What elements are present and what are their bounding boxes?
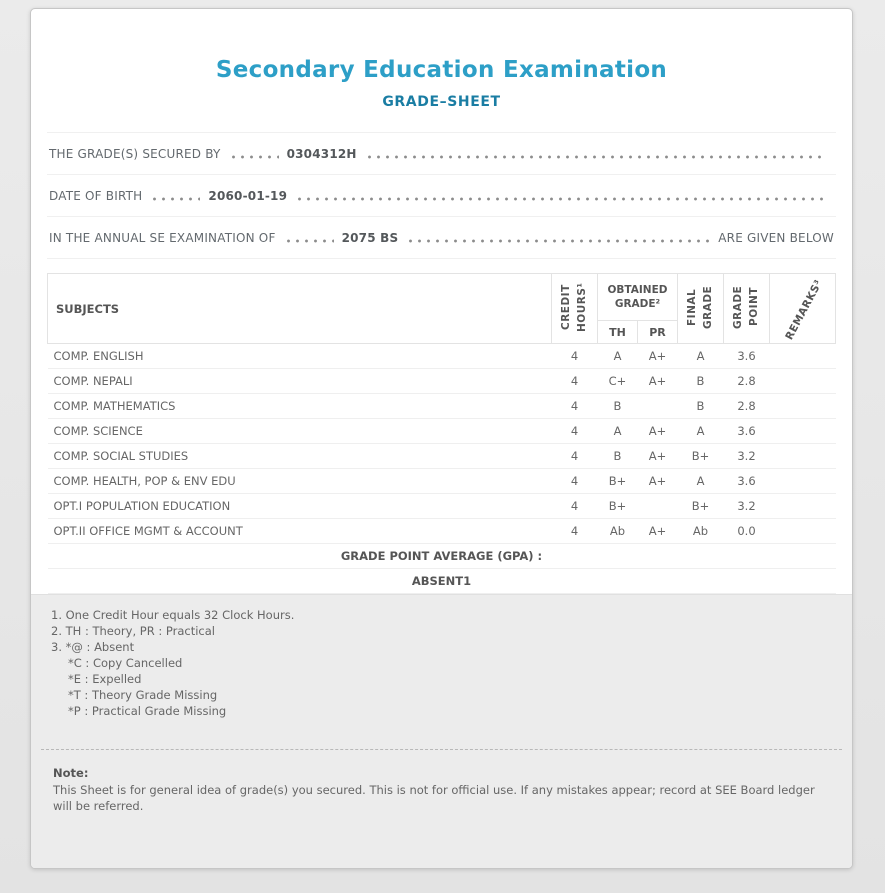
final-grade-header: FINAL GRADE: [678, 274, 724, 344]
th-grade-cell: B: [598, 394, 638, 419]
grade-point-cell: 2.8: [724, 369, 770, 394]
remarks-cell: [770, 519, 836, 544]
remarks-cell: [770, 419, 836, 444]
subject-cell: OPT.II OFFICE MGMT & ACCOUNT: [48, 519, 552, 544]
dotted-leader: [406, 231, 710, 244]
table-row: [48, 519, 836, 544]
final-grade-cell: B: [678, 369, 724, 394]
info-row-date-of-birth: [47, 175, 836, 217]
grade-point-cell: 3.6: [724, 419, 770, 444]
th-grade-cell: B: [598, 444, 638, 469]
subject-cell: COMP. ENGLISH: [48, 344, 552, 369]
subject-cell: OPT.I POPULATION EDUCATION: [48, 494, 552, 519]
pr-grade-cell: A+: [638, 444, 678, 469]
footnote-item: 2. TH : Theory, PR : Practical: [51, 624, 215, 638]
gpa-value-row: [48, 569, 836, 594]
table-row: [48, 494, 836, 519]
credit-cell: 4: [552, 419, 598, 444]
pr-grade-cell: [638, 394, 678, 419]
th-grade-cell: B+: [598, 494, 638, 519]
grade-point-cell: 3.2: [724, 494, 770, 519]
subjects-header: SUBJECTS: [48, 274, 552, 344]
table-row: [48, 444, 836, 469]
grades-table-body: [48, 344, 836, 594]
dashed-divider: [41, 749, 842, 750]
info-label: THE GRADE(S) SECURED BY: [49, 146, 221, 161]
info-row-symbol-number: [47, 133, 836, 175]
credit-cell: 4: [552, 369, 598, 394]
dotted-leader: [150, 189, 200, 202]
note-label: Note:: [53, 766, 89, 780]
gpa-value: ABSENT1: [48, 569, 836, 594]
footnote-sub-item: *C : Copy Cancelled: [68, 656, 183, 670]
pr-grade-cell: A+: [638, 344, 678, 369]
pr-grade-cell: A+: [638, 469, 678, 494]
footnote-item: 1. One Credit Hour equals 32 Clock Hours.: [51, 608, 295, 622]
grade-point-cell: 3.6: [724, 344, 770, 369]
info-label: IN THE ANNUAL SE EXAMINATION OF: [49, 230, 276, 245]
grade-sheet-card: [30, 8, 853, 869]
note-section: [51, 765, 832, 814]
gpa-label: GRADE POINT AVERAGE (GPA) :: [48, 544, 836, 569]
credit-cell: 4: [552, 444, 598, 469]
grades-table-header: [48, 274, 836, 344]
info-label: DATE OF BIRTH: [49, 188, 143, 203]
dotted-leader: [365, 147, 826, 160]
dotted-leader: [295, 189, 826, 202]
final-grade-cell: A: [678, 419, 724, 444]
subject-cell: COMP. SOCIAL STUDIES: [48, 444, 552, 469]
subject-cell: COMP. HEALTH, POP & ENV EDU: [48, 469, 552, 494]
footnote-sub-item: *T : Theory Grade Missing: [68, 688, 218, 702]
table-row: [48, 469, 836, 494]
symbol-number-value: 0304312H: [286, 146, 357, 161]
th-grade-cell: A: [598, 344, 638, 369]
remarks-cell: [770, 344, 836, 369]
subject-cell: COMP. MATHEMATICS: [48, 394, 552, 419]
credit-cell: 4: [552, 519, 598, 544]
footnotes: [51, 607, 832, 719]
credit-cell: 4: [552, 344, 598, 369]
remarks-cell: [770, 444, 836, 469]
pr-grade-cell: A+: [638, 519, 678, 544]
table-row: [48, 419, 836, 444]
footnote-sub-item: *P : Practical Grade Missing: [68, 704, 227, 718]
candidate-info: [47, 132, 836, 259]
th-grade-cell: Ab: [598, 519, 638, 544]
final-grade-cell: B+: [678, 494, 724, 519]
final-grade-cell: A: [678, 344, 724, 369]
card-footer: [31, 594, 852, 868]
subject-cell: COMP. NEPALI: [48, 369, 552, 394]
card-main: [31, 9, 852, 594]
info-row-exam-year: [47, 217, 836, 259]
practical-header: PR: [638, 321, 678, 344]
credit-cell: 4: [552, 394, 598, 419]
footnote-sub-item: *E : Expelled: [68, 672, 142, 686]
pr-grade-cell: [638, 494, 678, 519]
subject-cell: COMP. SCIENCE: [48, 419, 552, 444]
grade-point-cell: 2.8: [724, 394, 770, 419]
credit-hours-header: CREDIT HOURS¹: [552, 274, 598, 344]
final-grade-cell: A: [678, 469, 724, 494]
grade-point-cell: 0.0: [724, 519, 770, 544]
th-grade-cell: B+: [598, 469, 638, 494]
grade-point-cell: 3.6: [724, 469, 770, 494]
pr-grade-cell: A+: [638, 419, 678, 444]
remarks-cell: [770, 494, 836, 519]
date-of-birth-value: 2060-01-19: [208, 188, 288, 203]
exam-year-value: 2075 BS: [341, 230, 399, 245]
table-row: [48, 394, 836, 419]
credit-cell: 4: [552, 469, 598, 494]
obtained-grade-header: OBTAINED GRADE²: [598, 274, 678, 321]
theory-header: TH: [598, 321, 638, 344]
table-row: [48, 369, 836, 394]
final-grade-cell: B+: [678, 444, 724, 469]
grade-point-header: GRADE POINT: [724, 274, 770, 344]
dotted-leader: [284, 231, 334, 244]
remarks-cell: [770, 469, 836, 494]
dotted-leader: [229, 147, 279, 160]
grades-table: [47, 273, 836, 594]
final-grade-cell: B: [678, 394, 724, 419]
note-text: This Sheet is for general idea of grade(s) you secured. This is not for official use. If any mistakes appear; record at SEE Board ledger will be referred.: [53, 783, 815, 813]
th-grade-cell: A: [598, 419, 638, 444]
remarks-cell: [770, 369, 836, 394]
gpa-label-row: [48, 544, 836, 569]
footnote-item: 3. *@ : Absent: [51, 640, 135, 654]
page-title: Secondary Education Examination: [215, 57, 668, 83]
info-suffix: ARE GIVEN BELOW: [718, 230, 834, 245]
final-grade-cell: Ab: [678, 519, 724, 544]
grade-point-cell: 3.2: [724, 444, 770, 469]
remarks-cell: [770, 394, 836, 419]
page-subtitle: GRADE–SHEET: [382, 94, 501, 110]
th-grade-cell: C+: [598, 369, 638, 394]
pr-grade-cell: A+: [638, 369, 678, 394]
table-row: [48, 344, 836, 369]
remarks-header: REMARKS³: [770, 274, 836, 344]
credit-cell: 4: [552, 494, 598, 519]
